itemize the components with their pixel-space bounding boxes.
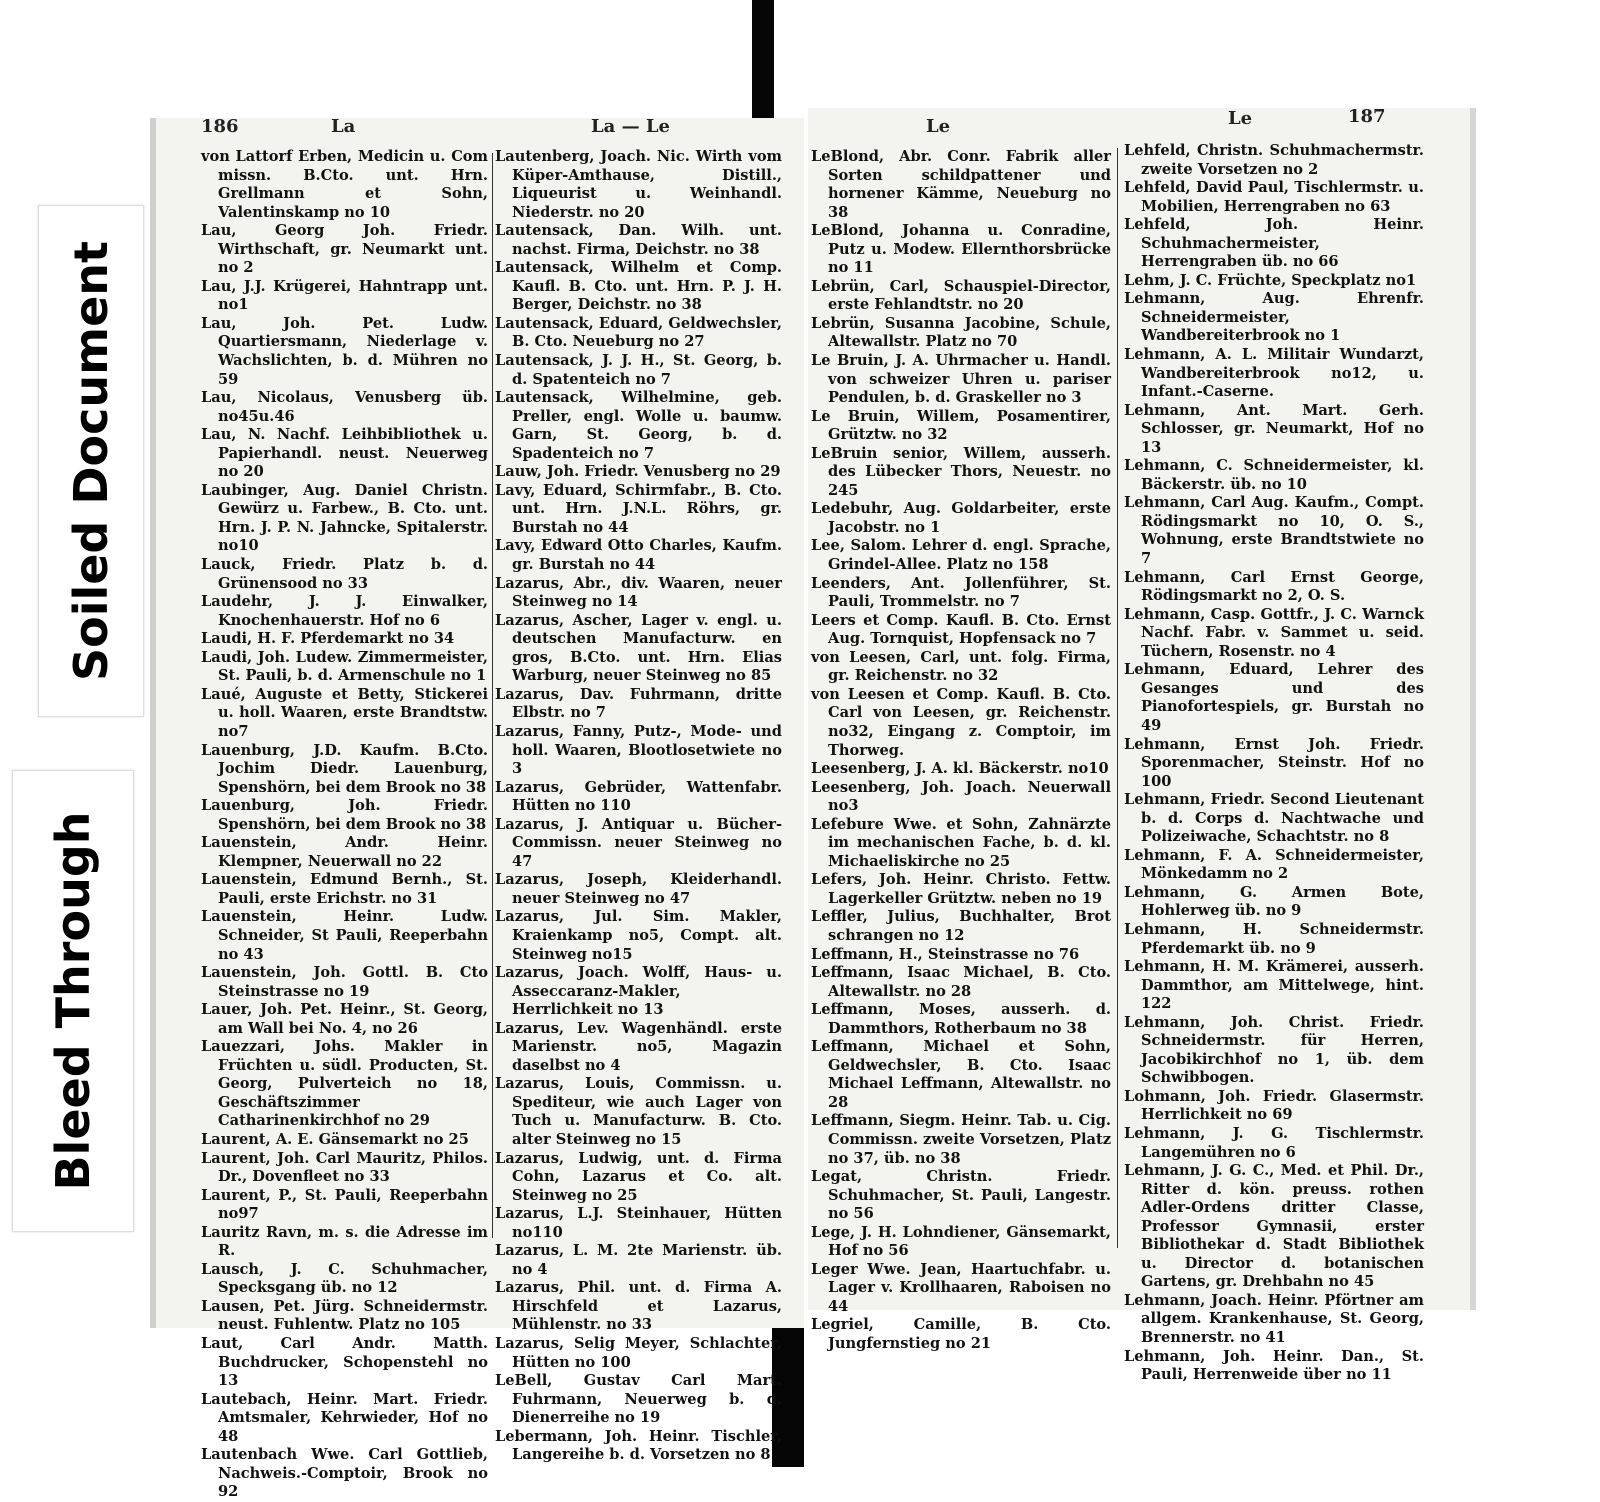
directory-entry: Lebrün, Susanna Jacobine, Schule, Altewallstr. Platz no 70 bbox=[811, 314, 1111, 351]
directory-entry: Laudi, H. F. Pferdemarkt no 34 bbox=[201, 630, 455, 648]
directory-entry: Lautensack, Wilhelm et Comp. Kaufl. B. Cto. unt. Hrn. P. J. H. Berger, Deichstr. no 38 bbox=[495, 259, 782, 314]
running-header: Le bbox=[926, 116, 951, 137]
directory-entry: Lehmann, Ant. Mart. Gerh. Schlosser, gr. Neumarkt, Hof no 13 bbox=[1124, 401, 1424, 456]
directory-entry: Lehmann, Aug. Ehrenfr. Schneidermeister, Wandbereiterbrook no 1 bbox=[1124, 290, 1424, 345]
directory-entry: Lebermann, Joh. Heinr. Tischler, Langereihe b. d. Vorsetzen no 8 bbox=[495, 1427, 782, 1464]
directory-entry: Lauenstein, Joh. Gottl. B. Cto Steinstrasse no 19 bbox=[201, 964, 488, 1000]
directory-entry: Lehmann, Ernst Joh. Friedr. Sporenmacher, Steinstr. Hof no 100 bbox=[1124, 735, 1424, 790]
directory-entry: Lazarus, Gebrüder, Wattenfabr. Hütten no 110 bbox=[495, 778, 782, 815]
directory-entry: Lege, J. H. Lohndiener, Gänsemarkt, Hof no 56 bbox=[811, 1223, 1111, 1260]
column-rule bbox=[1117, 148, 1118, 1248]
directory-entry: Lautensack, Wilhelmine, geb. Preller, engl. Wolle u. baumw. Garn, St. Georg, b. d. Spadenteich no 7 bbox=[495, 389, 782, 462]
directory-entry: Lehmann, H. M. Krämerei, ausserh. Dammthor, am Mittelwege, hint. 122 bbox=[1124, 958, 1424, 1013]
directory-entry: Lehmann, C. Schneidermeister, kl. Bäckerstr. üb. no 10 bbox=[1124, 457, 1424, 493]
directory-entry: Lauw, Joh. Friedr. Venusberg no 29 bbox=[495, 463, 781, 481]
directory-entry: Lehm, J. C. Früchte, Speckplatz no1 bbox=[1124, 271, 1417, 289]
entry-column bbox=[811, 148, 1111, 1352]
directory-entry: Lau, Nicolaus, Venusberg üb. no45u.46 bbox=[201, 389, 488, 425]
directory-entry: Lauenstein, Edmund Bernh., St. Pauli, erste Erichstr. no 31 bbox=[201, 871, 488, 907]
directory-entry: Lehmann, H. Schneidermstr. Pferdemarkt üb. no 9 bbox=[1124, 920, 1424, 957]
directory-entry: Lazarus, Fanny, Putz-, Mode- und holl. Waaren, Blootlosetwiete no 3 bbox=[495, 722, 782, 778]
directory-entry: Lehmann, Carl Ernst George, Rödingsmarkt no 2, O. S. bbox=[1124, 568, 1424, 605]
entry-column bbox=[1124, 142, 1424, 1384]
directory-entry: Leenders, Ant. Jollenführer, St. Pauli, Trommelstr. no 7 bbox=[811, 574, 1111, 611]
directory-entry: Laurent, Joh. Carl Mauritz, Philos. Dr., Dovenfleet no 33 bbox=[201, 1149, 488, 1186]
directory-entry: LeBlond, Abr. Conr. Fabrik aller Sorten schildpattener und hornener Kämme, Neueburg no 38 bbox=[811, 148, 1111, 221]
directory-entry: von Lattorf Erben, Medicin u. Com missn. B.Cto. unt. Hrn. Grellmann et Sohn, Valentinskamp no 10 bbox=[201, 148, 488, 221]
directory-entry: Lautensack, Dan. Wilh. unt. nachst. Firma, Deichstr. no 38 bbox=[495, 222, 782, 258]
directory-entry: Lohmann, Joh. Friedr. Glasermstr. Herrlichkeit no 69 bbox=[1124, 1087, 1424, 1124]
directory-entry: Laudi, Joh. Ludew. Zimmermeister, St. Pauli, b. d. Armenschule no 1 bbox=[201, 648, 488, 685]
directory-entry: Lautenbach Wwe. Carl Gottlieb, Nachweis.-Comptoir, Brook no 92 bbox=[201, 1446, 488, 1501]
directory-entry: Lautensack, Eduard, Geldwechsler, B. Cto. Neueburg no 27 bbox=[495, 314, 782, 351]
directory-entry: Leffler, Julius, Buchhalter, Brot schrangen no 12 bbox=[811, 908, 1111, 944]
directory-entry: Laurent, P., St. Pauli, Reeperbahn no97 bbox=[201, 1186, 488, 1223]
directory-entry: Lehfeld, David Paul, Tischlermstr. u. Mobilien, Herrengraben no 63 bbox=[1124, 179, 1424, 215]
running-header: Le bbox=[1228, 108, 1253, 129]
directory-entry: Lau, Joh. Pet. Ludw. Quartiersmann, Niederlage v. Wachslichten, b. d. Mühren no 59 bbox=[201, 314, 488, 388]
directory-entry: Lehfeld, Joh. Heinr. Schuhmachermeister, Herrengraben üb. no 66 bbox=[1124, 216, 1424, 271]
directory-entry: Lazarus, Ludwig, unt. d. Firma Cohn, Lazarus et Co. alt. Steinweg no 25 bbox=[495, 1149, 782, 1204]
directory-entry: Lazarus, Abr., div. Waaren, neuer Steinweg no 14 bbox=[495, 574, 782, 611]
directory-entry: LeBruin senior, Willem, ausserh. des Lübecker Thors, Neuestr. no 245 bbox=[811, 444, 1111, 499]
directory-entry: Lautenberg, Joach. Nic. Wirth vom Küper-Amthause, Distill., Liqueurist u. Weinhandl. Niederstr. no 20 bbox=[495, 148, 782, 221]
directory-entry: LeBell, Gustav Carl Mart. Fuhrmann, Neuerweg b. d. Dienerreihe no 19 bbox=[495, 1372, 782, 1427]
column-rule bbox=[492, 153, 493, 1238]
directory-entry: Lehfeld, Christn. Schuhmachermstr. zweite Vorsetzen no 2 bbox=[1124, 142, 1424, 178]
directory-entry: Lehmann, J. G. Tischlermstr. Langemühren no 6 bbox=[1124, 1124, 1424, 1161]
directory-entry: Lauer, Joh. Pet. Heinr., St. Georg, am Wall bei No. 4, no 26 bbox=[201, 1001, 488, 1037]
running-header: La — Le bbox=[591, 116, 670, 137]
directory-entry: von Leesen et Comp. Kaufl. B. Cto. Carl von Leesen, gr. Reichenstr. no32, Eingang z. Comptoir, im Thorweg. bbox=[811, 685, 1111, 759]
directory-entry: Lavy, Eduard, Schirmfabr., B. Cto. unt. Hrn. J.N.L. Röhrs, gr. Burstah no 44 bbox=[495, 481, 782, 536]
soiled-document-label bbox=[38, 205, 144, 717]
directory-entry: Leffmann, Moses, ausserh. d. Dammthors, Rotherbaum no 38 bbox=[811, 1001, 1111, 1037]
directory-entry: Lazarus, Joseph, Kleiderhandl. neuer Steinweg no 47 bbox=[495, 871, 782, 907]
bleed-through-label bbox=[12, 770, 134, 1232]
page-number: 186 bbox=[201, 116, 239, 137]
directory-entry: Lauenstein, Andr. Heinr. Klempner, Neuerwall no 22 bbox=[201, 834, 488, 870]
directory-entry: Lehmann, G. Armen Bote, Hohlerweg üb. no 9 bbox=[1124, 883, 1424, 920]
directory-entry: Lazarus, Selig Meyer, Schlachter, Hütten no 100 bbox=[495, 1335, 782, 1371]
directory-entry: Lehmann, A. L. Militair Wundarzt, Wandbereiterbrook no12, u. Infant.-Caserne. bbox=[1124, 346, 1424, 401]
directory-entry: Lazarus, L.J. Steinhauer, Hütten no110 bbox=[495, 1205, 782, 1241]
directory-entry: Lauck, Friedr. Platz b. d. Grünensood no 33 bbox=[201, 556, 488, 592]
directory-entry: Lauenburg, J.D. Kaufm. B.Cto. Jochim Diedr. Lauenburg, Spenshörn, bei dem Brook no 38 bbox=[201, 741, 488, 796]
directory-entry: Lauezzari, Johs. Makler in Früchten u. südl. Producten, St. Georg, Pulverteich no 18, Geschäftszimmer Catharinenkirchhof no 29 bbox=[201, 1038, 488, 1130]
left-page bbox=[150, 116, 804, 1501]
directory-entry: Lau, Georg Joh. Friedr. Wirthschaft, gr. Neumarkt unt. no 2 bbox=[201, 222, 488, 277]
directory-entry: Lazarus, J. Antiquar u. Bücher-Commissn. neuer Steinweg no 47 bbox=[495, 815, 782, 870]
directory-entry: Laubinger, Aug. Daniel Christn. Gewürz u. Farbew., B. Cto. unt. Hrn. J. P. N. Jahncke, Spitalerstr. no10 bbox=[201, 481, 488, 555]
directory-entry: Lazarus, Ascher, Lager v. engl. u. deutschen Manufacturw. en gros, B.Cto. unt. Hrn. Elias Warburg, neuer Steinweg no 85 bbox=[495, 611, 782, 685]
directory-entry: Laurent, A. E. Gänsemarkt no 25 bbox=[201, 1130, 469, 1148]
entry-column bbox=[495, 148, 782, 1464]
directory-entry: Lauritz Ravn, m. s. die Adresse im R. bbox=[201, 1223, 488, 1260]
directory-entry: Lautebach, Heinr. Mart. Friedr. Amtsmaler, Kehrwieder, Hof no 48 bbox=[201, 1390, 488, 1445]
bleed-through-text: Bleed Through bbox=[46, 811, 100, 1191]
directory-entry: Lee, Salom. Lehrer d. engl. Sprache, Grindel-Allee. Platz no 158 bbox=[811, 537, 1111, 574]
directory-entry: Lazarus, Jul. Sim. Makler, Kraienkamp no5, Compt. alt. Steinweg no15 bbox=[495, 908, 782, 963]
page-number: 187 bbox=[1348, 106, 1386, 127]
directory-entry: Lausch, J. C. Schuhmacher, Specksgang üb. no 12 bbox=[201, 1260, 488, 1297]
directory-entry: Lauenstein, Heinr. Ludw. Schneider, St Pauli, Reeperbahn no 43 bbox=[201, 908, 488, 963]
directory-entry: Laué, Auguste et Betty, Stickerei u. holl. Waaren, erste Brandtstw. no7 bbox=[201, 685, 488, 740]
directory-entry: Leffmann, Isaac Michael, B. Cto. Altewallstr. no 28 bbox=[811, 964, 1111, 1000]
directory-entry: LeBlond, Johanna u. Conradine, Putz u. Modew. Ellernthorsbrücke no 11 bbox=[811, 222, 1111, 277]
directory-entry: Leger Wwe. Jean, Haartuchfabr. u. Lager v. Krollhaaren, Raboisen no 44 bbox=[811, 1260, 1111, 1315]
directory-entry: Lazarus, Louis, Commissn. u. Spediteur, wie auch Lager von Tuch u. Manufacturw. B. Cto. alter Steinweg no 15 bbox=[495, 1075, 782, 1148]
directory-entry: Leers et Comp. Kaufl. B. Cto. Ernst Aug. Tornquist, Hopfensack no 7 bbox=[811, 611, 1111, 648]
directory-entry: Leffmann, H., Steinstrasse no 76 bbox=[811, 945, 1080, 963]
directory-entry: Lehmann, Friedr. Second Lieutenant b. d. Corps d. Nachtwache und Polizeiwache, Schachtstr. no 8 bbox=[1124, 791, 1424, 846]
directory-entry: Lau, J.J. Krügerei, Hahntrapp unt. no1 bbox=[201, 277, 488, 314]
directory-entry: Lauenburg, Joh. Friedr. Spenshörn, bei dem Brook no 38 bbox=[201, 797, 488, 833]
directory-entry: Lehmann, F. A. Schneidermeister, Mönkedamm no 2 bbox=[1124, 846, 1424, 883]
directory-entry: Leffmann, Siegm. Heinr. Tab. u. Cig. Commissn. zweite Vorsetzen, Platz no 37, üb. no 38 bbox=[811, 1112, 1111, 1167]
directory-entry: Lehmann, Joach. Heinr. Pförtner am allgem. Krankenhause, St. Georg, Brennerstr. no 41 bbox=[1124, 1291, 1424, 1346]
directory-entry: Lautensack, J. J. H., St. Georg, b. d. Spatenteich no 7 bbox=[495, 352, 782, 388]
directory-entry: Lazarus, Lev. Wagenhändl. erste Marienstr. no5, Magazin daselbst no 4 bbox=[495, 1019, 782, 1074]
right-page bbox=[808, 106, 1476, 1384]
directory-entry: Le Bruin, J. A. Uhrmacher u. Handl. von schweizer Uhren u. pariser Pendulen, b. d. Graskeller no 3 bbox=[811, 352, 1111, 407]
directory-entry: Lehmann, Carl Aug. Kaufm., Compt. Rödingsmarkt no 10, O. S., Wohnung, erste Brandtstwiete no 7 bbox=[1124, 494, 1424, 568]
directory-entry: Legat, Christn. Friedr. Schuhmacher, St. Pauli, Langestr. no 56 bbox=[811, 1168, 1111, 1223]
directory-entry: Laudehr, J. J. Einwalker, Knochenhauerstr. Hof no 6 bbox=[201, 593, 488, 629]
directory-entry: Lefebure Wwe. et Sohn, Zahnärzte im mechanischen Fache, b. d. kl. Michaeliskirche no 25 bbox=[811, 815, 1111, 870]
directory-entry: Lehmann, Joh. Heinr. Dan., St. Pauli, Herrenweide über no 11 bbox=[1124, 1347, 1424, 1384]
directory-entry: Lausen, Pet. Jürg. Schneidermstr. neust. Fuhlentw. Platz no 105 bbox=[201, 1297, 488, 1334]
directory-entry: Leesenberg, Joh. Joach. Neuerwall no3 bbox=[811, 778, 1111, 815]
directory-entry: Lebrün, Carl, Schauspiel-Director, erste Fehlandtstr. no 20 bbox=[811, 277, 1111, 314]
directory-entry: Lau, N. Nachf. Leihbibliothek u. Papierhandl. neust. Neuerweg no 20 bbox=[201, 426, 488, 481]
directory-entry: Le Bruin, Willem, Posamentirer, Grütztw. no 32 bbox=[811, 407, 1111, 444]
directory-entry: Leffmann, Michael et Sohn, Geldwechsler, B. Cto. Isaac Michael Leffmann, Altewallstr. no 28 bbox=[811, 1038, 1111, 1111]
directory-entry: Lehmann, Casp. Gottfr., J. C. Warnck Nachf. Fabr. v. Sammet u. seid. Tüchern, Rosenstr. no 4 bbox=[1124, 605, 1424, 660]
directory-entry: Lehmann, Eduard, Lehrer des Gesanges und des Pianofortespiels, gr. Burstah no 49 bbox=[1124, 661, 1424, 734]
running-header: La bbox=[331, 116, 356, 137]
binding-bar-top bbox=[752, 0, 774, 135]
directory-entry: Lehmann, Joh. Christ. Friedr. Schneidermstr. für Herren, Jacobikirchhof no 1, üb. dem Schwibbogen. bbox=[1124, 1013, 1424, 1087]
directory-entry: Lazarus, Joach. Wolff, Haus- u. Asseccaranz-Makler, Herrlichkeit no 13 bbox=[495, 964, 782, 1019]
directory-entry: Laut, Carl Andr. Matth. Buchdrucker, Schopenstehl no 13 bbox=[201, 1335, 488, 1390]
soiled-document-text: Soiled Document bbox=[64, 240, 118, 682]
directory-entry: Ledebuhr, Aug. Goldarbeiter, erste Jacobstr. no 1 bbox=[811, 500, 1111, 536]
directory-entry: Leesenberg, J. A. kl. Bäckerstr. no10 bbox=[811, 760, 1109, 778]
directory-entry: Lavy, Edward Otto Charles, Kaufm. gr. Burstah no 44 bbox=[495, 537, 782, 574]
directory-entry: Legriel, Camille, B. Cto. Jungfernstieg no 21 bbox=[811, 1316, 1111, 1352]
directory-entry: Lazarus, Dav. Fuhrmann, dritte Elbstr. no 7 bbox=[495, 685, 782, 722]
directory-entry: Lehmann, J. G. C., Med. et Phil. Dr., Ritter d. kön. preuss. rothen Adler-Ordens dritter Classe, Professor Gymnasii, erster Bibliothekar d. Stadt Bibliothek u. Director d. botanischen Gartens, gr. Drehbahn no 45 bbox=[1124, 1162, 1424, 1291]
directory-entry: von Leesen, Carl, unt. folg. Firma, gr. Reichenstr. no 32 bbox=[811, 648, 1111, 685]
directory-entry: Lefers, Joh. Heinr. Christo. Fettw. Lagerkeller Grütztw. neben no 19 bbox=[811, 871, 1111, 907]
directory-entry: Lazarus, L. M. 2te Marienstr. üb. no 4 bbox=[495, 1242, 782, 1278]
directory-entry: Lazarus, Phil. unt. d. Firma A. Hirschfeld et Lazarus, Mühlenstr. no 33 bbox=[495, 1279, 782, 1334]
entry-column bbox=[201, 148, 488, 1501]
